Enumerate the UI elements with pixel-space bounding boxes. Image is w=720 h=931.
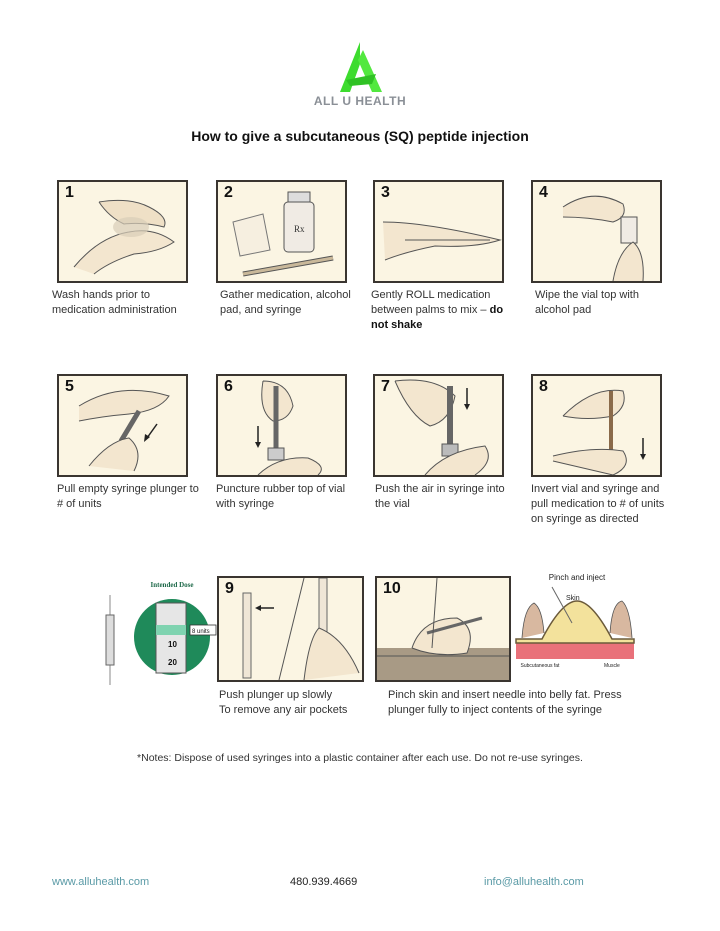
skin-diagram-title: Pinch and inject [548, 573, 606, 582]
rolling-vial-icon [375, 182, 502, 281]
step-number: 9 [225, 580, 234, 597]
step-6-caption: Puncture rubber top of vial with syringe [216, 483, 346, 510]
supplies-icon [218, 182, 345, 281]
step-2-illustration [216, 180, 347, 283]
step-8-caption: Invert vial and syringe and pull medication to # of units on syringe as directed [531, 483, 665, 525]
step-9-illustration [217, 576, 364, 682]
dose-diagram-title: Intended Dose [150, 581, 194, 589]
step-number: 1 [65, 184, 74, 201]
fat-label: Subcutaneous fat [520, 663, 560, 669]
svg-text:20: 20 [168, 658, 177, 667]
pull-plunger-icon [59, 376, 186, 475]
step-1-caption: Wash hands prior to medication administration [52, 289, 177, 316]
step-number: 7 [381, 378, 390, 395]
step-2-caption: Gather medication, alcohol pad, and syringe [220, 289, 351, 316]
wipe-vial-icon [533, 182, 660, 281]
step-9-caption: Push plunger up slowly To remove any air pockets [219, 689, 348, 716]
step-1-illustration [57, 180, 188, 283]
skin-layers-icon [512, 573, 642, 673]
disposal-notes: *Notes: Dispose of used syringes into a plastic container after each use. Do not re-use syringes. [137, 752, 583, 764]
step-7-illustration [373, 374, 504, 477]
step-number: 6 [224, 378, 233, 395]
step-4-caption: Wipe the vial top with alcohol pad [535, 289, 639, 316]
intended-dose-diagram [100, 581, 230, 695]
skin-label: Skin [566, 595, 580, 602]
step-number: 4 [539, 184, 548, 201]
step-3-caption: Gently ROLL medication between palms to mix – do not shake [371, 289, 504, 331]
step-number: 8 [539, 378, 548, 395]
step-number: 2 [224, 184, 233, 201]
svg-text:10: 10 [168, 640, 177, 649]
step-number: 3 [381, 184, 390, 201]
invert-vial-icon [533, 376, 660, 475]
step-5-caption: Pull empty syringe plunger to # of units [57, 483, 199, 510]
email-link[interactable]: info@alluhealth.com [484, 876, 584, 888]
step-number: 10 [383, 580, 401, 597]
step-number: 5 [65, 378, 74, 395]
step-8-illustration [531, 374, 662, 477]
step-10-illustration [375, 576, 511, 682]
logo-a-icon [310, 40, 410, 96]
step-6-illustration [216, 374, 347, 477]
puncture-vial-icon [218, 376, 345, 475]
step-7-caption: Push the air in syringe into the vial [375, 483, 505, 510]
brand-name: ALL U HEALTH [313, 94, 407, 108]
phone-number[interactable]: 480.939.4669 [290, 876, 358, 888]
washing-hands-icon [59, 182, 186, 281]
svg-text:8 units: 8 units [192, 629, 210, 635]
step-10-caption: Pinch skin and insert needle into belly fat. Press plunger fully to inject contents of the syringe [388, 689, 622, 716]
skin-layers-diagram [512, 573, 642, 673]
page-title: How to give a subcutaneous (SQ) peptide injection [191, 128, 529, 144]
muscle-label: Muscle [604, 663, 620, 669]
step-5-illustration [57, 374, 188, 477]
website-link[interactable]: www.alluhealth.com [52, 876, 150, 888]
remove-air-icon [219, 578, 362, 680]
step-3-illustration [373, 180, 504, 283]
inject-air-icon [375, 376, 502, 475]
step-4-illustration [531, 180, 662, 283]
syringe-dose-icon [100, 585, 230, 695]
svg-text:Rx: Rx [294, 224, 305, 234]
